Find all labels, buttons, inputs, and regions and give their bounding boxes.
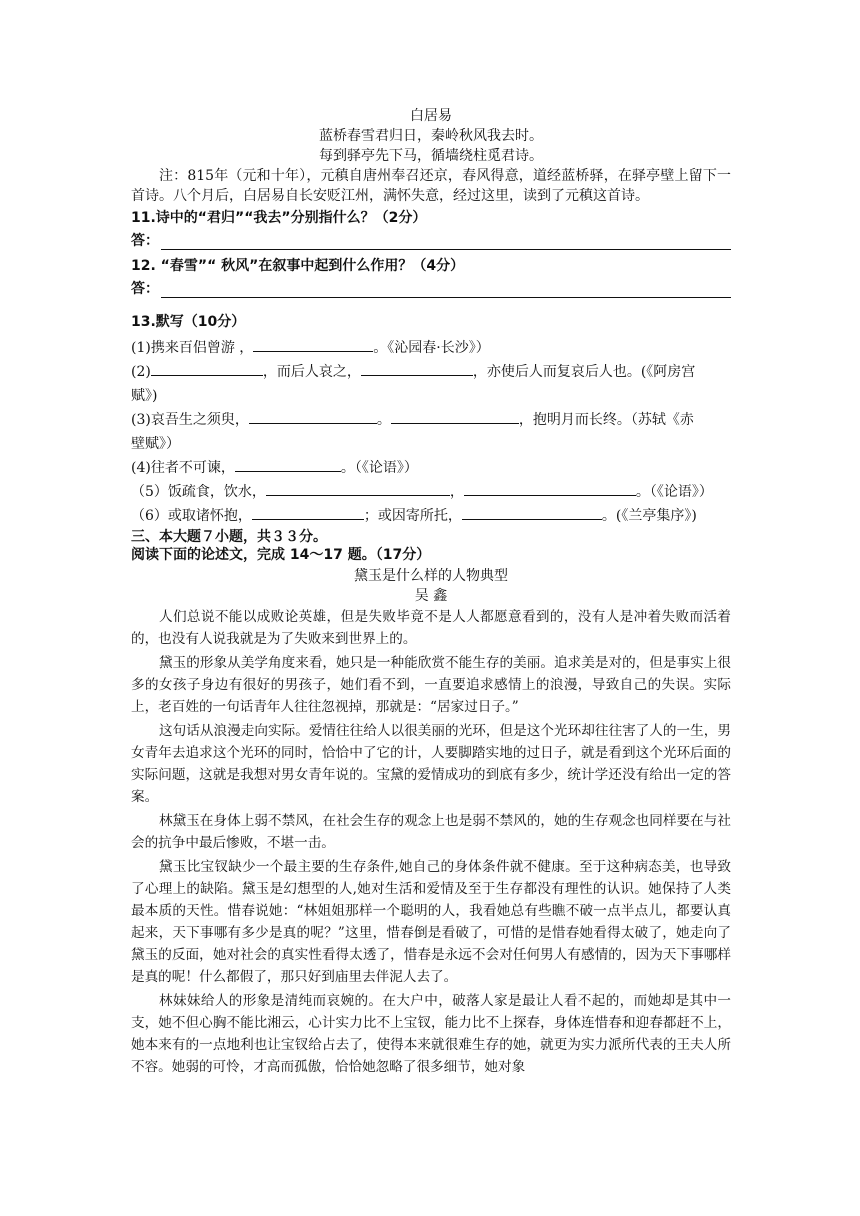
answer-11-line[interactable]: [131, 228, 731, 250]
poem-line-1: 蓝桥春雪君归日，秦岭秋风我去时。: [319, 128, 543, 144]
fill-blank[interactable]: [235, 457, 341, 472]
answer-label: 答：: [131, 233, 159, 249]
fill-blank[interactable]: [249, 409, 377, 424]
question-13-title: 13.默写（10分）: [131, 314, 246, 330]
dictation-item-2-cont: 赋》): [131, 388, 158, 404]
fill-blank[interactable]: [253, 337, 373, 352]
poem-note: 注：815年（元和十年），元稹自唐州奉召还京，春风得意，道经蓝桥驿，在驿亭壁上留下一首诗。八个月后，白居易自长安贬江州，满怀失意，经过这里，读到了元稹这首诗。: [131, 168, 731, 204]
fill-blank[interactable]: [266, 481, 450, 496]
article-author: 吴 鑫: [414, 588, 448, 604]
dictation-item-3-cont: 壁赋》）: [131, 436, 180, 452]
fill-blank[interactable]: [391, 409, 519, 424]
question-12: 12. “春雪”“ 秋风”在叙事中起到什么作用？（4分）: [131, 258, 465, 274]
article-paragraph: 黛玉比宝钗缺少一个最主要的生存条件,她自己的身体条件就不健康。至于这种病态美，也导致了心理上的缺陷。黛玉是幻想型的人,她对生活和爱情及至于生存都没有理性的认识。她保持了人类最本质的天性。惜春说她：“林姐姐那样一个聪明的人，我看她总有些瞧不破一点半点儿，都要认真起来，天下事哪有多少是真的呢？”这里，惜春倒是看破了，可惜的是惜春她看得太破了，她走向了黛玉的反面，她对社会的真实性看得太透了，惜春是永远不会对任何男人有感情的，因为天下事哪样是真的呢！什么都假了，那只好到庙里去伴泥人去了。: [131, 859, 731, 985]
fill-blank[interactable]: [464, 481, 636, 496]
article-paragraph: 这句话从浪漫走向实际。爱情往往给人以很美丽的光环，但是这个光环却往往害了人的一生，男女青年去追求这个光环的同时，恰恰中了它的计，人要脚踏实地的过日子，就是看到这个光环后面的实际问题，这就是我想对男女青年说的。宝黛的爱情成功的到底有多少，统计学还没有给出一定的答案。: [131, 723, 731, 805]
answer-rule: [161, 281, 731, 298]
poem-author: 白居易: [410, 108, 452, 124]
dictation-item-4: (4)往者不可谏， 。（《论语》）: [131, 456, 731, 480]
dictation-items: [131, 336, 731, 528]
article-paragraph: 林妹妹给人的形象是清纯而哀婉的。在大户中，破落人家是最让人看不起的，而她却是其中一支，她不但心胸不能比湘云，心计实力比不上宝钗，能力比不上探春，身体连惜春和迎春都赶不上，她本来有的一点地利也让宝钗给占去了，使得本来就很难生存的她，就更为实力派所代表的王夫人所不容。她弱的可怜，才高而孤傲，恰恰她忽略了很多细节，她对象: [131, 993, 731, 1075]
exam-page: [131, 106, 731, 1080]
fill-blank[interactable]: [151, 361, 263, 376]
section-3-heading: 三、本大题７小题，共３３分。: [131, 529, 327, 545]
dictation-item-2: (2) ，而后人哀之， ，亦使后人而复哀后人也。(《阿房宫: [131, 360, 731, 384]
fill-blank[interactable]: [361, 361, 473, 376]
answer-label: 答：: [131, 281, 159, 297]
article-paragraph: 黛玉的形象从美学角度来看，她只是一种能欣赏不能生存的美丽。追求美是对的，但是事实上很多的女孩子身边有很好的男孩子，她们看不到，一直要追求感情上的浪漫，导致自己的失误。实际上，老百姓的一句话青年人往往忽视掉，那就是：“居家过日子。”: [131, 655, 731, 715]
answer-rule: [161, 233, 731, 250]
fill-blank[interactable]: [252, 505, 364, 520]
article-paragraph: 人们总说不能以成败论英雄，但是失败毕竟不是人人都愿意看到的，没有人是冲着失败而活着的，也没有人说我就是为了失败来到世界上的。: [131, 609, 731, 647]
poem-line-2: 每到驿亭先下马，循墙绕柱觅君诗。: [319, 148, 543, 164]
question-11: 11.诗中的“君归”“我去”分别指什么？（2分）: [131, 210, 427, 226]
dictation-item-3: (3)哀吾生之须臾， 。 ，抱明月而长终。（苏轼《赤: [131, 408, 731, 432]
fill-blank[interactable]: [462, 505, 602, 520]
dictation-item-6: （6）或取诸怀抱， ；或因寄所托， 。(《兰亭集序》): [131, 504, 731, 528]
section-3-instruction: 阅读下面的论述文，完成 14～17 题。（17分）: [131, 547, 431, 563]
article-title: 黛玉是什么样的人物典型: [354, 568, 508, 584]
article-paragraph: 林黛玉在身体上弱不禁风，在社会生存的观念上也是弱不禁风的，她的生存观念也同样要在与社会的抗争中最后惨败，不堪一击。: [131, 813, 731, 851]
dictation-item-5: （5）饭疏食，饮水， ， 。（《论语》）: [131, 480, 731, 504]
answer-12-line[interactable]: [131, 276, 731, 298]
dictation-item-1: (1)携来百侣曾游 ， 。《沁园春·长沙》）: [131, 336, 731, 360]
